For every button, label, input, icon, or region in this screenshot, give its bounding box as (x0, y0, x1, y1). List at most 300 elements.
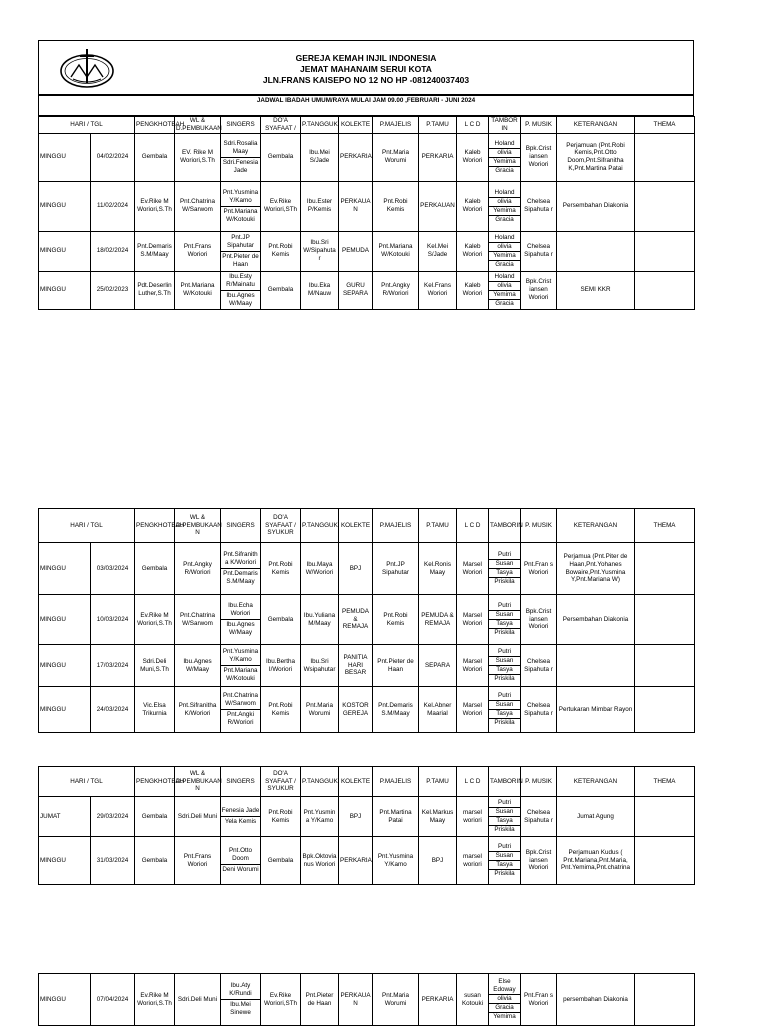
tamu-cell: PERKARIA (419, 974, 457, 1026)
tgl-cell: 24/03/2024 (91, 687, 135, 733)
doa-cell: Pnt.Robi Kemis (261, 543, 301, 595)
column-header: PENGKHOTBAH (135, 767, 175, 797)
ket-cell: persembahan Diakonia (557, 974, 635, 1026)
singer-name: Sdri.Fenesia Jade (222, 158, 259, 174)
musik-cell: Pnt.Fran s Woriori (521, 543, 557, 595)
column-header: L C D (457, 767, 489, 797)
doa-cell: Pnt.Robi Kemis (261, 231, 301, 271)
tangguk-cell: Bpk.Oktovia nus Woriori (301, 837, 339, 885)
singer-name: Pnt.Angki R/Woriori (227, 711, 254, 726)
tamborin-name: Tasya (489, 666, 520, 675)
tangguk-cell: Ibu.Sri Wsipahutar (301, 645, 339, 687)
tamu-cell: Kel.Markus Maay (419, 797, 457, 837)
lcd-cell: marsel woriori (457, 797, 489, 837)
doa-cell: Gembala (261, 271, 301, 309)
column-header: DO'A SYAFAAT / SYUKUR (261, 509, 301, 543)
tamborin-name: Tasya (489, 620, 520, 629)
singer-name: Pnt.Yusmina Y/Kamo (221, 188, 260, 207)
ket-cell: Perjamuan Kudus ( Pnt.Mariana,Pnt.Maria, Pnt.Yemima,Pnt.chatrina (557, 837, 635, 885)
musik-cell: Bpk.Crist iansen Woriori (521, 133, 557, 181)
tamborin-cell (489, 974, 521, 1026)
singer-name: Yela Kemis (224, 818, 257, 825)
column-header: P.TAMU (419, 767, 457, 797)
table-row (39, 133, 695, 181)
kolekte-cell: PERKARIA (339, 837, 373, 885)
hari-cell: MINGGU (39, 231, 91, 271)
tamu-cell: PERKAUAN (419, 181, 457, 231)
table-row (39, 974, 695, 1026)
majelis-cell: Pnt.Robi Kemis (373, 181, 419, 231)
musik-cell: Bpk.Crist iansen Woriori (521, 837, 557, 885)
singer-name: Pnt.Chatrina W/Sarwom (221, 691, 260, 710)
wl-cell: Pnt.Frans Woriori (175, 837, 221, 885)
wl-cell: Pnt.Sifranitha K/Woriori (175, 687, 221, 733)
column-header: DO'A SYAFAAT / SYUKUR (261, 767, 301, 797)
tamborin-cell (489, 595, 521, 645)
tamborin-cell (489, 687, 521, 733)
wl-cell: Pnt.Frans Woriori (175, 231, 221, 271)
singer-name: Pnt.JP Sipahutar (221, 233, 260, 252)
thema-cell (635, 837, 695, 885)
ket-cell: Persembahan Diakonia (557, 595, 635, 645)
hari-cell: MINGGU (39, 181, 91, 231)
doa-cell: Ibu.Bertha I/Woriori (261, 645, 301, 687)
column-header: PENGKHOTBAH (135, 117, 175, 134)
thema-cell (635, 974, 695, 1026)
tamu-cell: PERKARIA (419, 133, 457, 181)
column-header: PENGKHOTBAH (135, 509, 175, 543)
tamborin-name: Priskila (494, 719, 515, 726)
musik-cell: Chelsea Sipahuta r (521, 797, 557, 837)
majelis-cell: Pnt.Pieter de Haan (373, 645, 419, 687)
thema-cell (635, 645, 695, 687)
column-header: WL & D.PEMBUKAAN N (175, 767, 221, 797)
tgl-cell: 07/04/2024 (91, 974, 135, 1026)
tamborin-name: Priskila (494, 629, 515, 636)
singers-cell (221, 133, 261, 181)
khotbah-cell: Gembala (135, 133, 175, 181)
column-header: DO'A SYAFAAT / (261, 117, 301, 134)
hari-cell: MINGGU (39, 271, 91, 309)
lcd-cell: Marsel Woriori (457, 543, 489, 595)
tamborin-name: Susan (489, 701, 520, 710)
tamborin-name: Yemima (489, 158, 520, 167)
tamborin-name: Priskila (494, 826, 515, 833)
tamborin-name: Holand (489, 189, 520, 198)
thema-cell (635, 687, 695, 733)
ket-cell (557, 645, 635, 687)
singer-name: Ibu.Mei Sinewe (230, 1001, 251, 1016)
column-header: L C D (457, 117, 489, 134)
wl-cell: Pnt.Chatrina W/Sarwom (175, 181, 221, 231)
singers-cell (221, 837, 261, 885)
column-header: KOLEKTE (339, 509, 373, 543)
hari-cell: MINGGU (39, 974, 91, 1026)
schedule-table-apr (38, 973, 694, 1026)
majelis-cell: Pnt.Yusmina Y/Kamo (373, 837, 419, 885)
table-row (39, 543, 695, 595)
tamborin-name: Tasya (489, 817, 520, 826)
thema-cell (635, 271, 695, 309)
kolekte-cell: PANITIA HARI BESAR (339, 645, 373, 687)
hari-cell: MINGGU (39, 543, 91, 595)
lcd-cell: marsel woriori (457, 837, 489, 885)
ket-cell: Perjamua (Pnt.Piter de Haan,Pnt.Yohanes Bowaire,Pnt.Yusmina Y,Pnt.Mariana W) (557, 543, 635, 595)
wl-cell: Pnt.Angky R/Woriori (175, 543, 221, 595)
column-header: P. MUSIK (521, 767, 557, 797)
lcd-cell: Kaleb Woriori (457, 231, 489, 271)
singer-name: Pnt.Yusmina Y/Kamo (221, 647, 260, 666)
hari-cell: MINGGU (39, 133, 91, 181)
tamborin-name: Susan (489, 808, 520, 817)
wl-cell: Sdri.Deli Muni (175, 974, 221, 1026)
column-header: TAMBORIN (489, 767, 521, 797)
tamborin-name: Gracia (495, 166, 514, 174)
tamborin-name: Gracia (495, 260, 514, 268)
musik-cell: Chelsea Sipahuta r (521, 687, 557, 733)
tamborin-name: Holand (489, 234, 520, 243)
kolekte-cell: PERKAUA N (339, 974, 373, 1026)
doa-cell: Gembala (261, 595, 301, 645)
kolekte-cell: GURU SEPARA (339, 271, 373, 309)
singer-name: Pnt.Otto Doom (221, 846, 260, 865)
tamu-cell: Kel.Frans Woriori (419, 271, 457, 309)
kolekte-cell: BPJ (339, 543, 373, 595)
column-header: THEMA (635, 767, 695, 797)
column-header: THEMA (635, 117, 695, 134)
tangguk-cell: Ibu.Sri W/Sipahuta r (301, 231, 339, 271)
tgl-cell: 11/02/2024 (91, 181, 135, 231)
khotbah-cell: Sdri.Deli Muni,S.Th (135, 645, 175, 687)
column-header: SINGERS (221, 767, 261, 797)
tamborin-name: Susan (489, 611, 520, 620)
tamborin-cell (489, 837, 521, 885)
table-row (39, 797, 695, 837)
doa-cell: Gembala (261, 837, 301, 885)
singer-name: Pnt.Mariana W/Kotouki (223, 207, 258, 223)
tamborin-cell (489, 133, 521, 181)
column-header: WL & D.PEMBUKAAN (176, 117, 222, 132)
singer-name: Pnt.Demaris S.M/Maay (223, 570, 258, 585)
wl-cell: Pnt.Chatrina W/Sarwom (175, 595, 221, 645)
column-header: P.MAJELIS (373, 117, 419, 134)
doa-cell: Ev.Rike Woriori,STh (261, 974, 301, 1026)
column-header: HARI / TGL (39, 509, 135, 543)
tgl-cell: 10/03/2024 (91, 595, 135, 645)
column-header: P. MUSIK (521, 117, 557, 134)
tamborin-cell (489, 271, 521, 309)
tamborin-name: Priskila (494, 578, 515, 585)
tamborin-name: Yemima (489, 252, 520, 261)
singers-cell (221, 181, 261, 231)
khotbah-cell: Ev.Rike M Woriori,S.Th (135, 595, 175, 645)
column-header: P.MAJELIS (373, 509, 419, 543)
tamborin-name: Holand (489, 273, 520, 282)
schedule-table (38, 973, 695, 1026)
schedule-table (38, 116, 695, 310)
doa-cell: Ev.Rike Woriori,STh (261, 181, 301, 231)
tangguk-cell: Pnt.Yusmin a Y/Kamo (301, 797, 339, 837)
thema-cell (635, 595, 695, 645)
congregation-name: JEMAT MAHANAIM SERUI KOTA (300, 64, 432, 74)
table-row (39, 837, 695, 885)
singer-name: Ibu.Echa Woriori (221, 601, 260, 620)
musik-cell: Chelsea Sipahuta r (521, 231, 557, 271)
ket-cell: SEMI KKR (557, 271, 635, 309)
church-address: JLN.FRANS KAISEPO NO 12 NO HP -081240037403 (262, 75, 470, 85)
tamborin-name: Putri (489, 648, 520, 657)
column-header: KETERANGAN (557, 509, 635, 543)
hari-cell: MINGGU (39, 645, 91, 687)
ket-cell: Persembahan Diakonia (557, 181, 635, 231)
singer-name: Fenesia Jade (221, 806, 260, 817)
tangguk-cell: Ibu.Yuliana M/Maay (301, 595, 339, 645)
wl-cell: Sdri.Deli Muni (175, 797, 221, 837)
thema-cell (635, 797, 695, 837)
column-header: TAMBOR IN (489, 117, 521, 134)
tamborin-name: Tasya (489, 710, 520, 719)
tamu-cell: Kel.Abner Maarial (419, 687, 457, 733)
tamborin-name: Yemima (489, 207, 520, 216)
musik-cell: Pnt.Fran s Woriori (521, 974, 557, 1026)
majelis-cell: Pnt.JP Sipahutar (373, 543, 419, 595)
tamborin-name: Yemima (489, 291, 520, 300)
lcd-cell: Marsel Woriori (457, 645, 489, 687)
kolekte-cell: PERKARIA (339, 133, 373, 181)
singer-name: Pnt.Sifranith a K/Woriori (221, 550, 260, 569)
column-header: KETERANGAN (557, 767, 635, 797)
table-row (39, 231, 695, 271)
majelis-cell: Pnt.Martina Patai (373, 797, 419, 837)
musik-cell: Bpk.Crist iansen Woriori (521, 595, 557, 645)
tgl-cell: 18/02/2024 (91, 231, 135, 271)
lcd-cell: Kaleb Woriori (457, 271, 489, 309)
khotbah-cell: Pdt.Deserlin Luther,S.Th (135, 271, 175, 309)
lcd-cell: Kaleb Woriori (457, 181, 489, 231)
khotbah-cell: Gembala (135, 837, 175, 885)
tamborin-name: Else Edoway (489, 978, 520, 995)
tamu-cell: BPJ (419, 837, 457, 885)
tgl-cell: 17/03/2024 (91, 645, 135, 687)
khotbah-cell: Ev.Rike M Woriori,S.Th (135, 181, 175, 231)
hari-cell: MINGGU (39, 595, 91, 645)
majelis-cell: Pnt.Mariana W/Kotouki (373, 231, 419, 271)
ket-cell: Pertukaran Mimbar Rayon (557, 687, 635, 733)
schedule-title: JADWAL IBADAH UMUM/RAYA MULAI JAM 09.00 ,FEBRUARI - JUNI 2024 (38, 96, 694, 116)
khotbah-cell: Gembala (135, 543, 175, 595)
majelis-cell: Pnt.Maria Worumi (373, 133, 419, 181)
tamborin-name: Putri (489, 843, 520, 852)
tamu-cell: Kel.Ronis Maay (419, 543, 457, 595)
tangguk-cell: Ibu.Eka M/Nauw (301, 271, 339, 309)
thema-cell (635, 231, 695, 271)
wl-cell: Pnt.Mariana W/Kotouki (175, 271, 221, 309)
tgl-cell: 04/02/2024 (91, 133, 135, 181)
column-header: WL & D.PEMBUKAAN N (175, 509, 221, 543)
doa-cell: Pnt.Robi Kemis (261, 797, 301, 837)
majelis-cell: Pnt.Robi Kemis (373, 595, 419, 645)
table-row (39, 595, 695, 645)
tgl-cell: 03/03/2024 (91, 543, 135, 595)
tangguk-cell: Ibu.Maya W/Woriori (301, 543, 339, 595)
khotbah-cell: Ev.Rike M Woriori,S.Th (135, 974, 175, 1026)
thema-cell (635, 181, 695, 231)
column-header: THEMA (635, 509, 695, 543)
tamborin-cell (489, 543, 521, 595)
ket-cell: Jumat Agung (557, 797, 635, 837)
lcd-cell: Kaleb Woriori (457, 133, 489, 181)
singers-cell (221, 687, 261, 733)
singers-cell (221, 543, 261, 595)
table-row (39, 687, 695, 733)
column-header: P.TAMU (419, 509, 457, 543)
column-header: P. MUSIK (521, 509, 557, 543)
header-row (39, 117, 695, 134)
kolekte-cell: KOSTOR GEREJA (339, 687, 373, 733)
kolekte-cell: PEMUDA & REMAJA (339, 595, 373, 645)
singers-cell (221, 645, 261, 687)
khotbah-cell: Gembala (135, 797, 175, 837)
tamborin-name: Tasya (489, 569, 520, 578)
wl-cell: EV. Rike M Woriori,S.Th (175, 133, 221, 181)
tamborin-cell (489, 181, 521, 231)
majelis-cell: Pnt.Maria Worumi (373, 974, 419, 1026)
tgl-cell: 29/03/2024 (91, 797, 135, 837)
khotbah-cell: Vic.Elsa Trikurnia (135, 687, 175, 733)
tamborin-name: Susan (489, 852, 520, 861)
tamborin-name: Priskila (494, 870, 515, 877)
tamu-cell: SEPARA (419, 645, 457, 687)
thema-cell (635, 133, 695, 181)
tamborin-name: olivia (489, 198, 520, 207)
column-header: KOLEKTE (339, 117, 373, 134)
tgl-cell: 25/02/2023 (91, 271, 135, 309)
tamborin-name: Gracia (489, 1004, 520, 1013)
singer-name: Ibu.Agnes W/Maay (226, 291, 255, 307)
thema-cell (635, 543, 695, 595)
column-header: P.TANGGUK (301, 509, 339, 543)
kolekte-cell: BPJ (339, 797, 373, 837)
tangguk-cell: Ibu.Mei S/Jade (301, 133, 339, 181)
doa-cell: Gembala (261, 133, 301, 181)
table-row (39, 181, 695, 231)
singers-cell (221, 595, 261, 645)
column-header: L C D (457, 509, 489, 543)
lcd-cell: Marsel Woriori (457, 595, 489, 645)
column-header: P.MAJELIS (373, 767, 419, 797)
tamborin-name: Susan (489, 560, 520, 569)
column-header: SINGERS (221, 117, 261, 134)
tamborin-name: olivia (489, 282, 520, 291)
schedule-table-easter (38, 766, 694, 885)
tgl-cell: 31/03/2024 (91, 837, 135, 885)
column-header: SINGERS (221, 509, 261, 543)
hari-cell: MINGGU (39, 687, 91, 733)
tamborin-name: Priskila (494, 675, 515, 682)
column-header: KOLEKTE (339, 767, 373, 797)
doa-cell: Pnt.Robi Kemis (261, 687, 301, 733)
schedule-table-feb (38, 116, 694, 310)
singer-name: Ibu.Agnes W/Maay (226, 621, 255, 636)
ket-cell (557, 231, 635, 271)
singer-name: Pnt.Mariana W/Kotouki (223, 667, 258, 682)
singers-cell (221, 231, 261, 271)
column-header: P.TANGGUK (301, 117, 339, 134)
hari-cell: JUMAT (39, 797, 91, 837)
tamborin-name: Tasya (489, 861, 520, 870)
tangguk-cell: Pnt.Pieter de Haan (301, 974, 339, 1026)
singer-name: Ibu.Aty K/Rundi (221, 981, 260, 1000)
column-header: TAMBORIN (489, 509, 521, 543)
church-name: GEREJA KEMAH INJIL INDONESIA (295, 53, 437, 63)
majelis-cell: Pnt.Demaris S.M/Maay (373, 687, 419, 733)
tamborin-name: Putri (489, 799, 520, 808)
tamborin-name: Susan (489, 657, 520, 666)
column-header: HARI / TGL (39, 117, 135, 134)
musik-cell: Chelsea Sipahuta r (521, 645, 557, 687)
schedule-table-mar (38, 508, 694, 733)
tamborin-cell (489, 645, 521, 687)
header-row (39, 767, 695, 797)
majelis-cell: Pnt.Angky R/Woriori (373, 271, 419, 309)
musik-cell: Chelsea Sipahuta r (521, 181, 557, 231)
tamborin-name: Holand (489, 140, 520, 149)
singer-name: Pnt.Pieter de Haan (222, 252, 259, 268)
column-header: HARI / TGL (39, 767, 135, 797)
schedule-table (38, 766, 695, 885)
tamborin-name: Gracia (495, 299, 514, 307)
singers-cell (221, 797, 261, 837)
tamborin-name: Putri (489, 551, 520, 560)
musik-cell: Bpk.Crist iansen Woriori (521, 271, 557, 309)
kolekte-cell: PERKAUA N (339, 181, 373, 231)
tamborin-name: olivia (489, 149, 520, 158)
wl-cell: Ibu.Agnes W/Maay (175, 645, 221, 687)
singers-cell (221, 974, 261, 1026)
header-row (39, 509, 695, 543)
table-row (39, 271, 695, 309)
tamborin-cell (489, 797, 521, 837)
ket-cell: Perjamuan (Pnt.Robi Kemis,Pnt.Otto Doom,Pnt.Sifranitha K,Pnt.Martina Patai (557, 133, 635, 181)
tangguk-cell: Pnt.Maria Worumi (301, 687, 339, 733)
tamborin-name: Gracia (495, 215, 514, 223)
tamborin-name: Putri (489, 692, 520, 701)
hari-cell: MINGGU (39, 837, 91, 885)
column-header: KETERANGAN (557, 117, 635, 134)
tamu-cell: Kel.Mei S/Jade (419, 231, 457, 271)
tamborin-name: olivia (489, 995, 520, 1004)
khotbah-cell: Pnt.Demaris S.M/Maay (135, 231, 175, 271)
schedule-table (38, 508, 695, 733)
column-header: P.TANGGUK (301, 767, 339, 797)
tamu-cell: PEMUDA & REMAJA (419, 595, 457, 645)
tangguk-cell: Ibu.Ester P/Kemis (301, 181, 339, 231)
tamborin-name: Yemima (493, 1013, 516, 1020)
singer-name: Sdri.Rosalia Maay (221, 139, 260, 158)
lcd-cell: susan Kotouki (457, 974, 489, 1026)
church-header (38, 40, 694, 96)
lcd-cell: Marsel Woriori (457, 687, 489, 733)
tamborin-name: olivia (489, 243, 520, 252)
singers-cell (221, 271, 261, 309)
table-row (39, 645, 695, 687)
tamborin-cell (489, 231, 521, 271)
singer-name: Ibu.Esty R/Mainatu (221, 272, 260, 291)
column-header: P.TAMU (419, 117, 457, 134)
kolekte-cell: PEMUDA (339, 231, 373, 271)
singer-name: Deni Worumi (222, 865, 259, 873)
tamborin-name: Putri (489, 602, 520, 611)
